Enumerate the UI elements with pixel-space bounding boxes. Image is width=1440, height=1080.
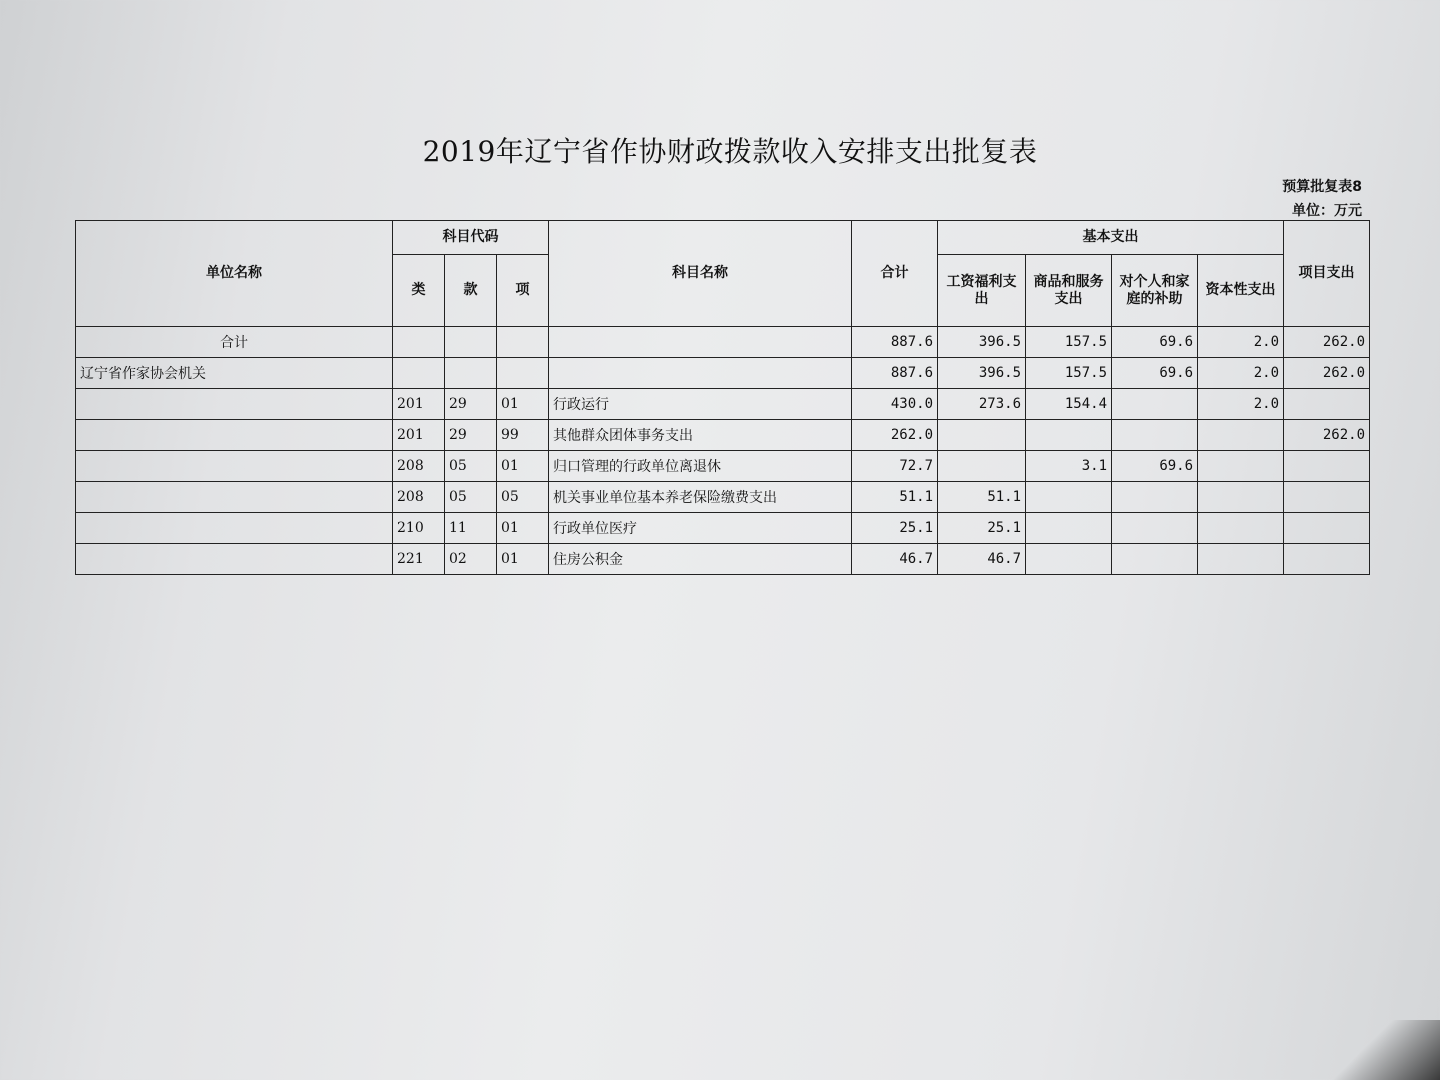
cell-lei: 201 xyxy=(393,420,445,451)
cell-kuan: 02 xyxy=(445,544,497,575)
cell-personal xyxy=(1112,389,1198,420)
cell-goods xyxy=(1026,513,1112,544)
cell-capital: 2.0 xyxy=(1198,358,1284,389)
unit-label: 单位：万元 xyxy=(1292,203,1362,219)
cell-total: 51.1 xyxy=(852,482,938,513)
header-subject-code: 科目代码 xyxy=(393,221,549,255)
header-xiang: 项 xyxy=(497,255,549,327)
cell-lei: 208 xyxy=(393,451,445,482)
cell-lei xyxy=(393,358,445,389)
cell-project xyxy=(1284,451,1370,482)
cell-personal: 69.6 xyxy=(1112,358,1198,389)
cell-personal xyxy=(1112,544,1198,575)
cell-capital: 2.0 xyxy=(1198,389,1284,420)
cell-subject-name: 行政运行 xyxy=(549,389,852,420)
cell-capital xyxy=(1198,482,1284,513)
cell-goods xyxy=(1026,544,1112,575)
cell-kuan: 05 xyxy=(445,482,497,513)
cell-goods: 3.1 xyxy=(1026,451,1112,482)
table-row xyxy=(76,513,1370,544)
cell-personal: 69.6 xyxy=(1112,327,1198,358)
cell-capital xyxy=(1198,544,1284,575)
cell-project xyxy=(1284,544,1370,575)
form-number: 预算批复表8 xyxy=(1282,179,1362,195)
cell-subject-name xyxy=(549,358,852,389)
cell-goods: 157.5 xyxy=(1026,358,1112,389)
cell-kuan xyxy=(445,358,497,389)
cell-subject-name: 机关事业单位基本养老保险缴费支出 xyxy=(549,482,852,513)
cell-kuan xyxy=(445,327,497,358)
cell-unit xyxy=(76,544,393,575)
header-personal: 对个人和家庭的补助 xyxy=(1112,255,1198,327)
cell-xiang: 01 xyxy=(497,544,549,575)
cell-total: 262.0 xyxy=(852,420,938,451)
cell-project xyxy=(1284,513,1370,544)
cell-salary: 273.6 xyxy=(938,389,1026,420)
cell-xiang: 05 xyxy=(497,482,549,513)
cell-unit: 辽宁省作家协会机关 xyxy=(76,358,393,389)
document-title: 2019年辽宁省作协财政拨款收入安排支出批复表 xyxy=(422,135,1038,168)
cell-subject-name xyxy=(549,327,852,358)
table-row xyxy=(76,482,1370,513)
cell-total: 430.0 xyxy=(852,389,938,420)
cell-personal xyxy=(1112,513,1198,544)
cell-salary xyxy=(938,420,1026,451)
cell-personal xyxy=(1112,420,1198,451)
cell-capital xyxy=(1198,451,1284,482)
cell-salary: 51.1 xyxy=(938,482,1026,513)
cell-xiang xyxy=(497,327,549,358)
cell-kuan: 11 xyxy=(445,513,497,544)
cell-salary: 46.7 xyxy=(938,544,1026,575)
cell-capital xyxy=(1198,420,1284,451)
cell-total: 887.6 xyxy=(852,327,938,358)
header-project-expense: 项目支出 xyxy=(1284,221,1370,327)
cell-goods: 157.5 xyxy=(1026,327,1112,358)
table-row xyxy=(76,389,1370,420)
cell-xiang xyxy=(497,358,549,389)
cell-subject-name: 行政单位医疗 xyxy=(549,513,852,544)
header-unit-name: 单位名称 xyxy=(76,221,393,327)
cell-total: 887.6 xyxy=(852,358,938,389)
cell-total: 72.7 xyxy=(852,451,938,482)
cell-xiang: 01 xyxy=(497,513,549,544)
header-salary: 工资福利支出 xyxy=(938,255,1026,327)
cell-project xyxy=(1284,389,1370,420)
cell-project: 262.0 xyxy=(1284,420,1370,451)
cell-capital xyxy=(1198,513,1284,544)
cell-personal: 69.6 xyxy=(1112,451,1198,482)
table-row xyxy=(76,420,1370,451)
cell-xiang: 01 xyxy=(497,389,549,420)
table-row xyxy=(76,327,1370,358)
cell-xiang: 99 xyxy=(497,420,549,451)
header-total: 合计 xyxy=(852,221,938,327)
photo-corner-shadow xyxy=(1320,1020,1440,1080)
cell-kuan: 29 xyxy=(445,389,497,420)
table-row xyxy=(76,451,1370,482)
header-lei: 类 xyxy=(393,255,445,327)
cell-lei: 221 xyxy=(393,544,445,575)
cell-unit xyxy=(76,420,393,451)
cell-project: 262.0 xyxy=(1284,327,1370,358)
cell-salary: 396.5 xyxy=(938,327,1026,358)
cell-salary xyxy=(938,451,1026,482)
cell-salary: 396.5 xyxy=(938,358,1026,389)
cell-goods xyxy=(1026,482,1112,513)
cell-total: 46.7 xyxy=(852,544,938,575)
cell-subject-name: 其他群众团体事务支出 xyxy=(549,420,852,451)
cell-lei: 208 xyxy=(393,482,445,513)
header-kuan: 款 xyxy=(445,255,497,327)
cell-unit xyxy=(76,389,393,420)
table-row xyxy=(76,544,1370,575)
cell-kuan: 29 xyxy=(445,420,497,451)
cell-subject-name: 住房公积金 xyxy=(549,544,852,575)
cell-unit xyxy=(76,451,393,482)
cell-xiang: 01 xyxy=(497,451,549,482)
cell-project xyxy=(1284,482,1370,513)
cell-lei: 201 xyxy=(393,389,445,420)
cell-capital: 2.0 xyxy=(1198,327,1284,358)
cell-goods: 154.4 xyxy=(1026,389,1112,420)
cell-salary: 25.1 xyxy=(938,513,1026,544)
cell-goods xyxy=(1026,420,1112,451)
header-subject-name: 科目名称 xyxy=(549,221,852,327)
header-basic-expense: 基本支出 xyxy=(938,221,1284,255)
cell-unit xyxy=(76,513,393,544)
cell-unit xyxy=(76,482,393,513)
cell-total: 25.1 xyxy=(852,513,938,544)
cell-project: 262.0 xyxy=(1284,358,1370,389)
header-capital: 资本性支出 xyxy=(1198,255,1284,327)
cell-unit: 合计 xyxy=(76,327,393,358)
cell-kuan: 05 xyxy=(445,451,497,482)
cell-subject-name: 归口管理的行政单位离退休 xyxy=(549,451,852,482)
cell-lei: 210 xyxy=(393,513,445,544)
header-goods: 商品和服务支出 xyxy=(1026,255,1112,327)
budget-table xyxy=(75,220,1370,575)
cell-personal xyxy=(1112,482,1198,513)
cell-lei xyxy=(393,327,445,358)
table-row xyxy=(76,358,1370,389)
